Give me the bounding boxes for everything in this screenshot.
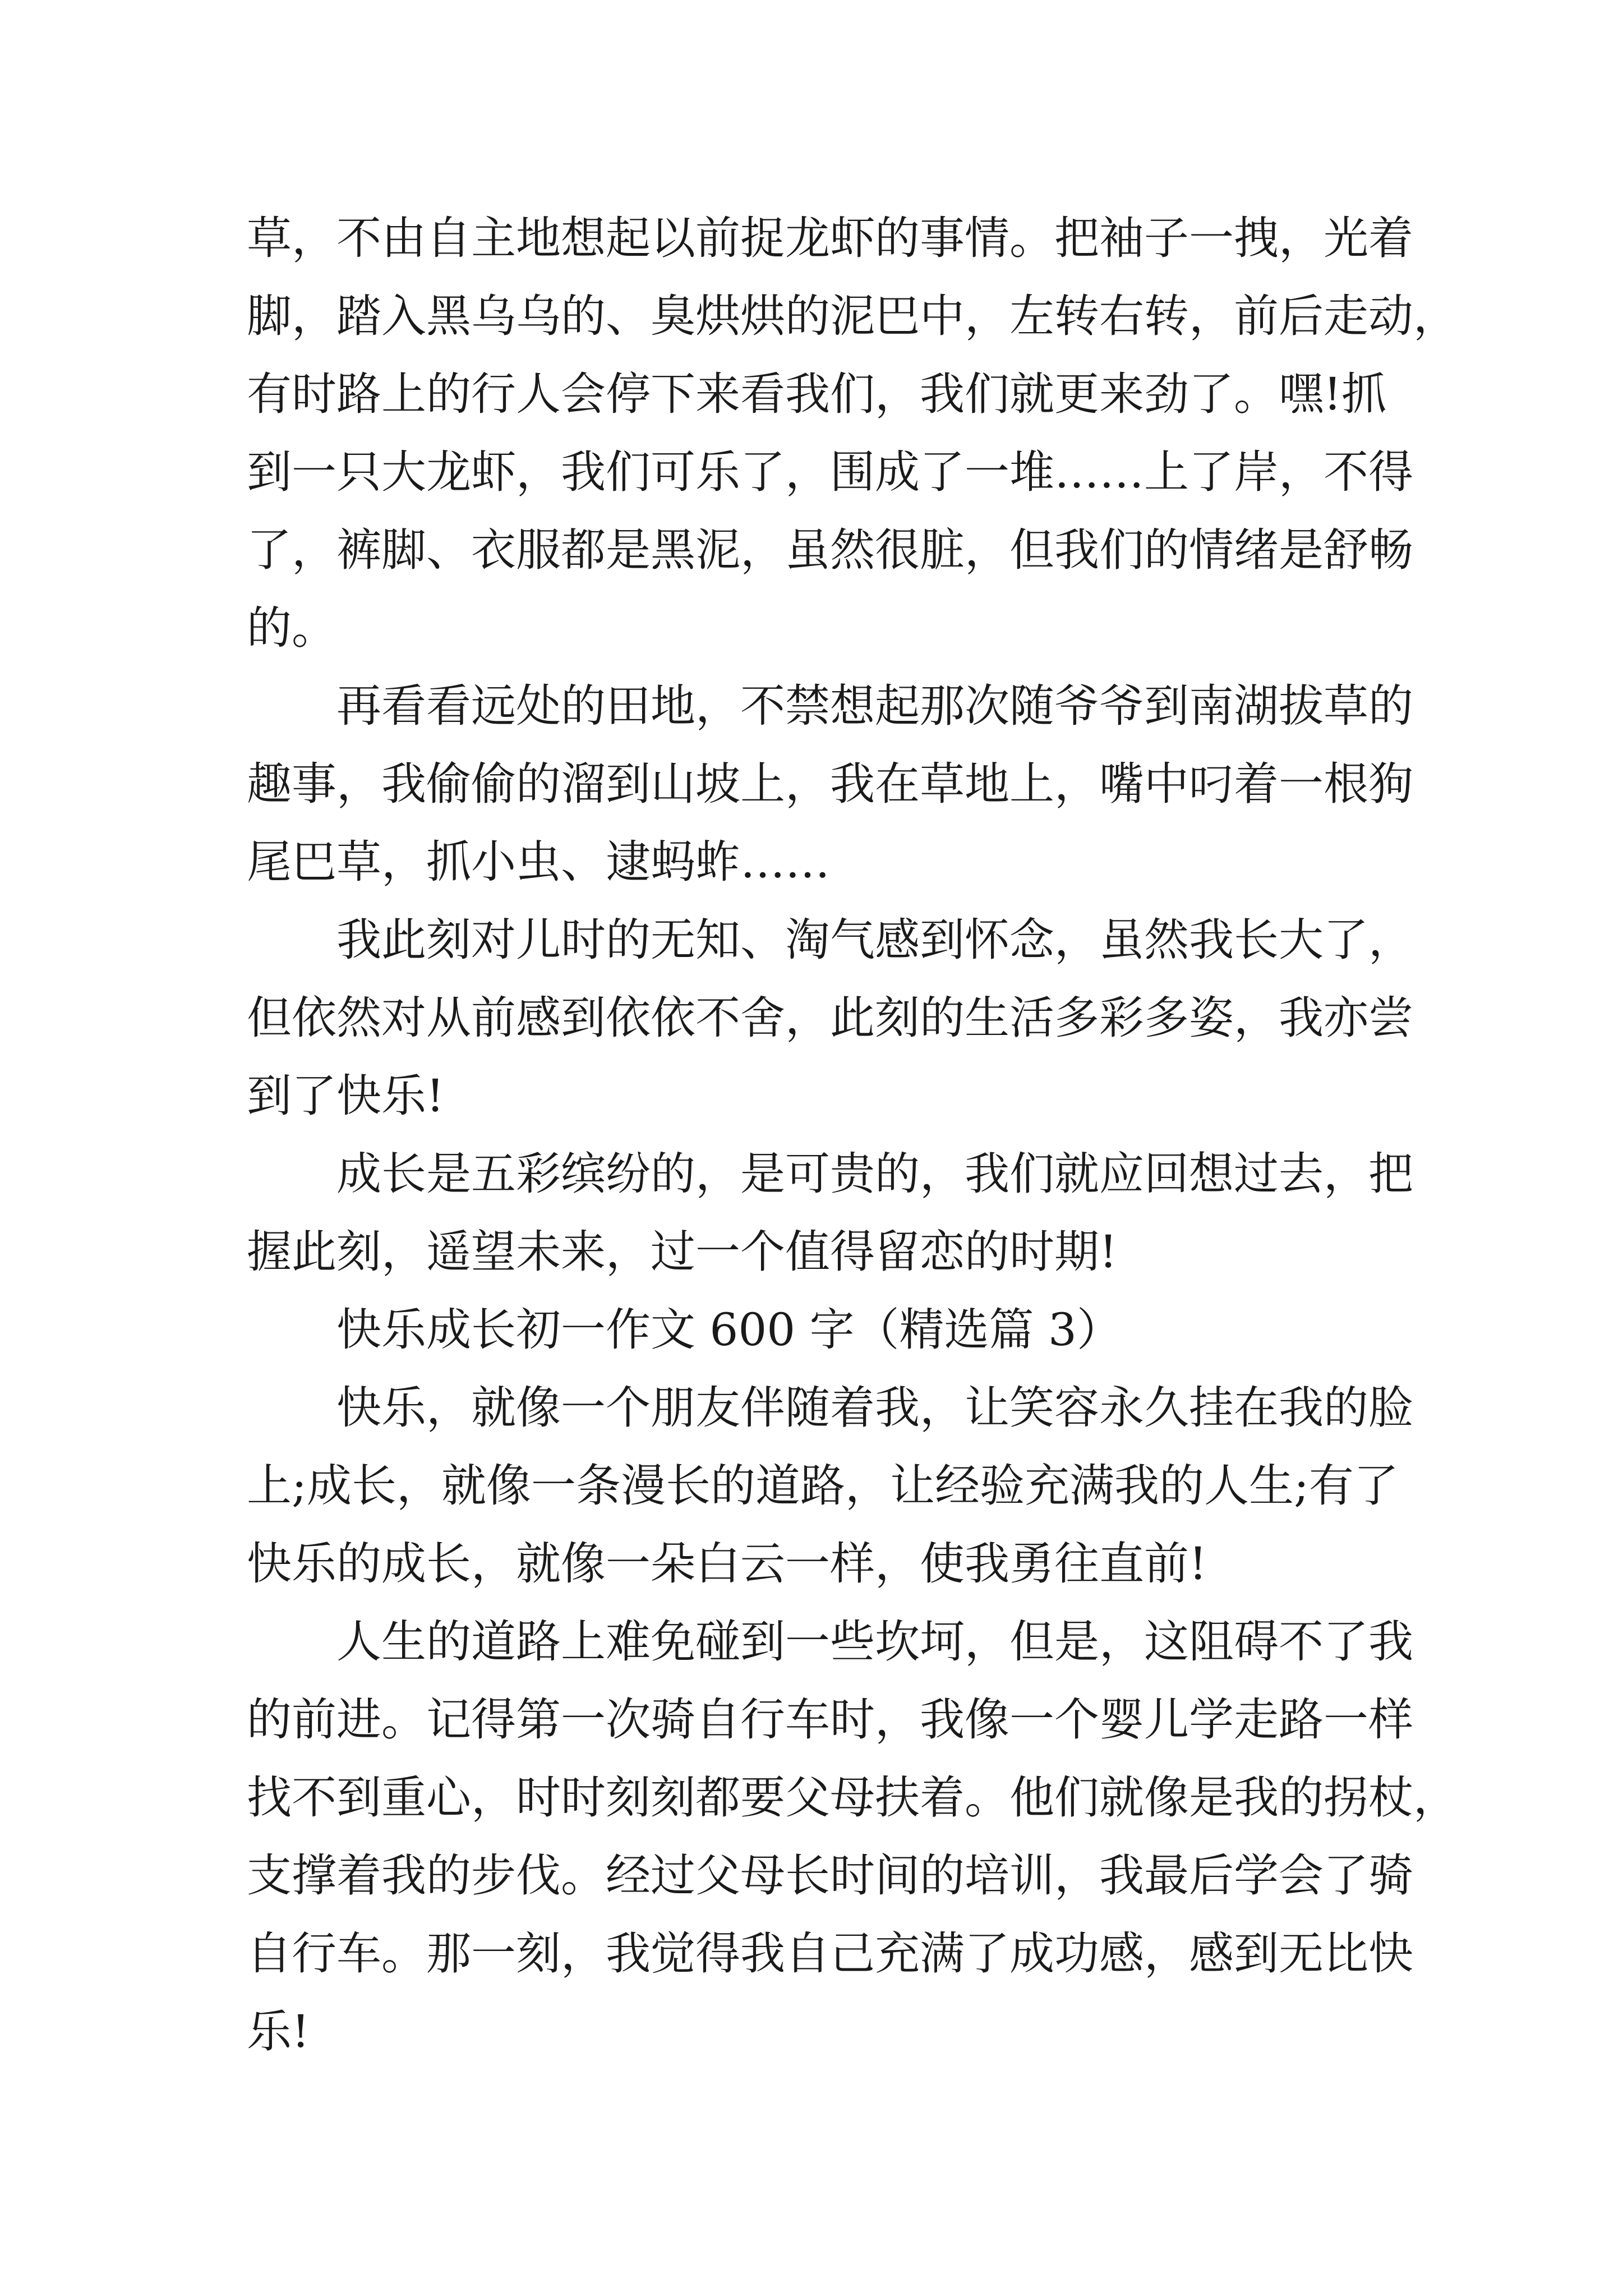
text-line: 再看看远处的田地，不禁想起那次随爷爷到南湖拔草的 <box>336 680 1413 732</box>
text-line: 但依然对从前感到依依不舍，此刻的生活多彩多姿，我亦尝 <box>247 992 1413 1044</box>
text-line: 成长是五彩缤纷的，是可贵的，我们就应回想过去，把 <box>336 1148 1413 1200</box>
text-line: 支撑着我的步伐。经过父母长时间的培训，我最后学会了骑 <box>247 1849 1413 1902</box>
paragraph <box>247 1369 1413 1603</box>
text-line: 趣事，我偷偷的溜到山坡上，我在草地上，嘴中叼着一根狗 <box>247 758 1413 810</box>
document-body <box>247 199 1458 2070</box>
text-line: 自行车。那一刻，我觉得我自己充满了成功感，感到无比快 <box>247 1927 1413 1980</box>
text-line: 脚，踏入黑乌乌的、臭烘烘的泥巴中，左转右转，前后走动， <box>247 290 1458 342</box>
text-line: 有时路上的行人会停下来看我们，我们就更来劲了。嘿!抓 <box>247 368 1387 420</box>
text-line: 握此刻，遥望未来，过一个值得留恋的时期! <box>247 1226 1118 1278</box>
text-line: 到了快乐! <box>247 1070 445 1122</box>
text-line: 上;成长，就像一条漫长的道路，让经验充满我的人生;有了 <box>247 1460 1399 1512</box>
section-heading <box>247 1291 1408 1369</box>
paragraph <box>247 667 1413 901</box>
paragraph <box>247 1135 1413 1291</box>
text-line: 人生的道路上难免碰到一些坎坷，但是，这阻碍不了我 <box>336 1616 1413 1668</box>
text-line: 我此刻对儿时的无知、淘气感到怀念，虽然我长大了， <box>336 914 1413 966</box>
text-line: 的。 <box>247 602 336 654</box>
text-line: 找不到重心，时时刻刻都要父母扶着。他们就像是我的拐杖， <box>247 1772 1458 1824</box>
text-line: 尾巴草，抓小虫、逮蚂蚱…… <box>247 836 830 888</box>
text-line: 的前进。记得第一次骑自行车时，我像一个婴儿学走路一样 <box>247 1694 1413 1746</box>
text-line: 快乐的成长，就像一朵白云一样，使我勇往直前! <box>247 1538 1207 1590</box>
text-line: 了，裤脚、衣服都是黑泥，虽然很脏，但我们的情绪是舒畅 <box>247 524 1413 576</box>
text-line: 草，不由自主地想起以前捉龙虾的事情。把袖子一拽，光着 <box>247 212 1413 264</box>
text-line: 到一只大龙虾，我们可乐了，围成了一堆……上了岸，不得 <box>247 446 1413 498</box>
text-line: 乐! <box>247 2005 310 2058</box>
paragraph-continuation <box>247 199 1458 667</box>
paragraph <box>247 901 1413 1135</box>
paragraph <box>247 1603 1458 2070</box>
heading-text: 快乐成长初一作文 600 字（精选篇 3） <box>336 1304 1122 1356</box>
text-line: 快乐，就像一个朋友伴随着我，让笑容永久挂在我的脸 <box>336 1382 1413 1434</box>
